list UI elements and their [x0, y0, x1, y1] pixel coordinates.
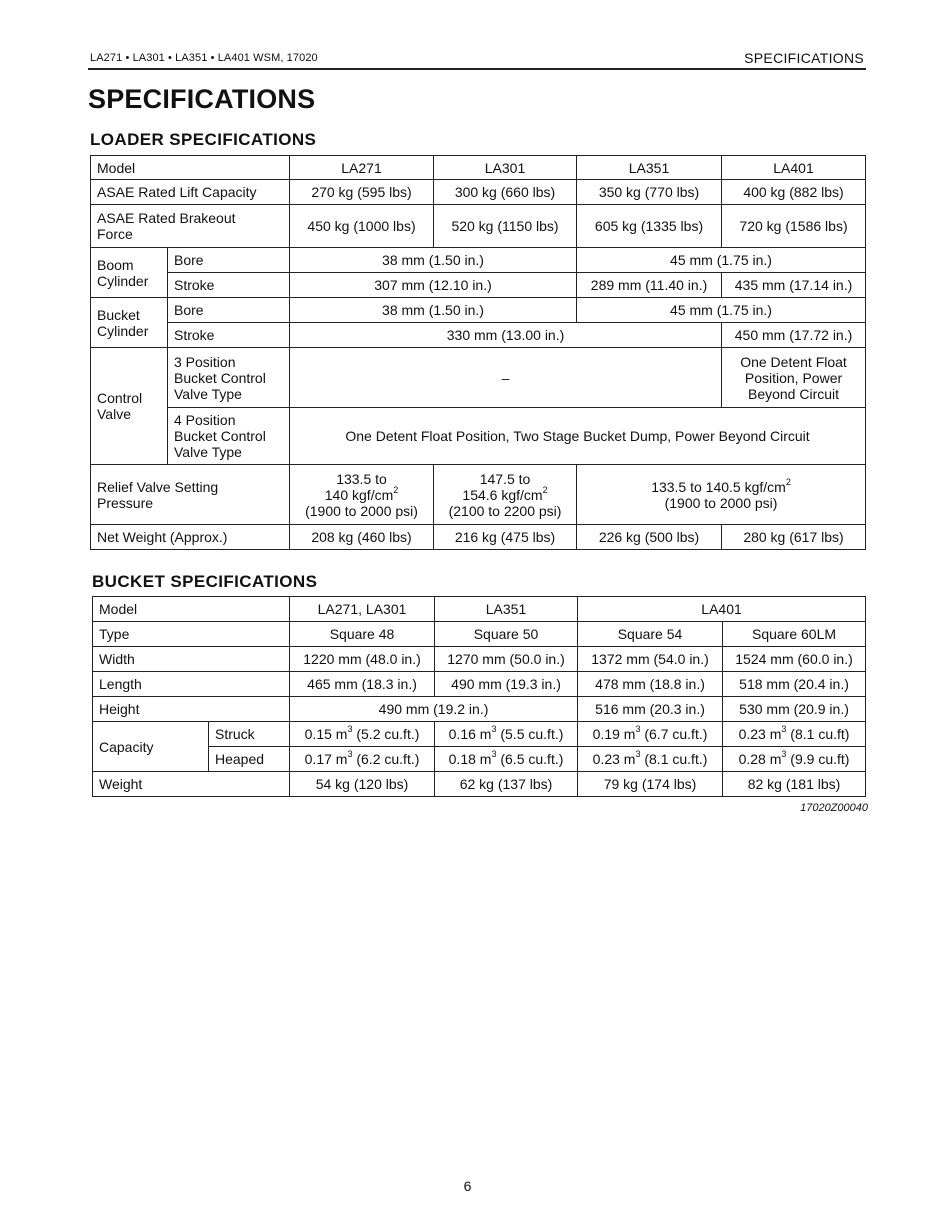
- boom-stroke-label: Stroke: [168, 273, 290, 298]
- net-weight-la271: 208 kg (460 lbs): [290, 525, 434, 550]
- struck-square-54: 0.19 $m^3$ (6.7 cu.ft.): [578, 722, 723, 747]
- model-label: Model: [91, 156, 290, 180]
- breakout-force-la301: 520 kg (1150 lbs): [434, 205, 577, 248]
- table-row: [91, 348, 866, 408]
- height-square-60lm: 530 mm (20.9 in.): [723, 697, 866, 722]
- struck-square-50: 0.16 $m^3$ (5.5 cu.ft.): [435, 722, 578, 747]
- width-square-50: 1270 mm (50.0 in.): [435, 647, 578, 672]
- boom-stroke-la271-la301: 307 mm (12.10 in.): [290, 273, 577, 298]
- heaped-square-48: 0.17 $m^3$ (6.2 cu.ft.): [290, 747, 435, 772]
- table-row: [91, 205, 866, 248]
- bucket-specifications-table: [92, 596, 866, 797]
- three-position-la271-la351: –: [290, 348, 722, 408]
- net-weight-label: Net Weight (Approx.): [91, 525, 290, 550]
- weight-square-50: 62 kg (137 lbs): [435, 772, 578, 797]
- relief-valve-la351-la401: 133.5 to 140.5 kgf/$cm^2$ (1900 to 2000 psi): [577, 465, 866, 525]
- struck-square-60lm: 0.23 $m^3$ (8.1 cu.ft): [723, 722, 866, 747]
- boom-stroke-la351: 289 mm (11.40 in.): [577, 273, 722, 298]
- boom-stroke-la401: 435 mm (17.14 in.): [722, 273, 866, 298]
- relief-valve-la271: 133.5 to 140 kgf/$cm^2$ (1900 to 2000 psi): [290, 465, 434, 525]
- table-row: [93, 597, 866, 622]
- table-row: [91, 180, 866, 205]
- table-row: [91, 156, 866, 180]
- relief-valve-la301: 147.5 to 154.6 kgf/$cm^2$ (2100 to 2200 psi): [434, 465, 577, 525]
- net-weight-la401: 280 kg (617 lbs): [722, 525, 866, 550]
- page-title: SPECIFICATIONS: [88, 84, 316, 114]
- table-row: [91, 248, 866, 273]
- boom-cylinder-label: Boom Cylinder: [91, 248, 168, 298]
- boom-bore-la271-la301: 38 mm (1.50 in.): [290, 248, 577, 273]
- header-document-id: LA271 • LA301 • LA351 • LA401 WSM, 17020: [90, 52, 318, 64]
- model-la271: LA271: [290, 156, 434, 180]
- weight-square-54: 79 kg (174 lbs): [578, 772, 723, 797]
- bucket-stroke-la401: 450 mm (17.72 in.): [722, 323, 866, 348]
- three-position-valve-label: 3 Position Bucket Control Valve Type: [168, 348, 290, 408]
- table-row: [93, 697, 866, 722]
- length-square-60lm: 518 mm (20.4 in.): [723, 672, 866, 697]
- type-square-48: Square 48: [290, 622, 435, 647]
- loader-specifications-table: [90, 155, 866, 550]
- bucket-stroke-label: Stroke: [168, 323, 290, 348]
- bucket-stroke-la271-la351: 330 mm (13.00 in.): [290, 323, 722, 348]
- bucket-bore-la351-la401: 45 mm (1.75 in.): [577, 298, 866, 323]
- bucket-section-title: BUCKET SPECIFICATIONS: [92, 572, 318, 591]
- three-position-la401: One Detent Float Position, Power Beyond Circuit: [722, 348, 866, 408]
- boom-bore-label: Bore: [168, 248, 290, 273]
- table-row: [91, 273, 866, 298]
- table-row: [93, 672, 866, 697]
- width-square-54: 1372 mm (54.0 in.): [578, 647, 723, 672]
- table-row: [91, 408, 866, 465]
- type-square-50: Square 50: [435, 622, 578, 647]
- table-row: [91, 298, 866, 323]
- lift-capacity-la401: 400 kg (882 lbs): [722, 180, 866, 205]
- figure-code: 17020Z00040: [800, 802, 868, 814]
- net-weight-la301: 216 kg (475 lbs): [434, 525, 577, 550]
- boom-bore-la351-la401: 45 mm (1.75 in.): [577, 248, 866, 273]
- relief-valve-label: Relief Valve Setting Pressure: [91, 465, 290, 525]
- weight-label: Weight: [93, 772, 290, 797]
- table-row: [91, 465, 866, 525]
- page-number: 6: [463, 1178, 472, 1194]
- table-row: [93, 747, 866, 772]
- breakout-force-label: ASAE Rated Brakeout Force: [91, 205, 290, 248]
- length-square-50: 490 mm (19.3 in.): [435, 672, 578, 697]
- type-square-54: Square 54: [578, 622, 723, 647]
- struck-square-48: 0.15 $m^3$ (5.2 cu.ft.): [290, 722, 435, 747]
- type-square-60lm: Square 60LM: [723, 622, 866, 647]
- width-square-48: 1220 mm (48.0 in.): [290, 647, 435, 672]
- header-section-name: SPECIFICATIONS: [744, 50, 864, 66]
- table-row: [93, 647, 866, 672]
- bucket-bore-la271-la301: 38 mm (1.50 in.): [290, 298, 577, 323]
- heaped-square-60lm: 0.28 $m^3$ (9.9 cu.ft): [723, 747, 866, 772]
- lift-capacity-la271: 270 kg (595 lbs): [290, 180, 434, 205]
- lift-capacity-la351: 350 kg (770 lbs): [577, 180, 722, 205]
- width-label: Width: [93, 647, 290, 672]
- heaped-square-54: 0.23 $m^3$ (8.1 cu.ft.): [578, 747, 723, 772]
- bucket-model-la401: LA401: [578, 597, 866, 622]
- net-weight-la351: 226 kg (500 lbs): [577, 525, 722, 550]
- width-square-60lm: 1524 mm (60.0 in.): [723, 647, 866, 672]
- weight-square-60lm: 82 kg (181 lbs): [723, 772, 866, 797]
- table-row: [91, 323, 866, 348]
- weight-square-48: 54 kg (120 lbs): [290, 772, 435, 797]
- table-row: [93, 772, 866, 797]
- bucket-model-label: Model: [93, 597, 290, 622]
- height-label: Height: [93, 697, 290, 722]
- bucket-cylinder-label: Bucket Cylinder: [91, 298, 168, 348]
- length-square-48: 465 mm (18.3 in.): [290, 672, 435, 697]
- model-la301: LA301: [434, 156, 577, 180]
- four-position-valve-label: 4 Position Bucket Control Valve Type: [168, 408, 290, 465]
- breakout-force-la351: 605 kg (1335 lbs): [577, 205, 722, 248]
- lift-capacity-la301: 300 kg (660 lbs): [434, 180, 577, 205]
- table-row: [93, 722, 866, 747]
- breakout-force-la271: 450 kg (1000 lbs): [290, 205, 434, 248]
- type-label: Type: [93, 622, 290, 647]
- bucket-bore-label: Bore: [168, 298, 290, 323]
- heaped-label: Heaped: [209, 747, 290, 772]
- bucket-model-la271-la301: LA271, LA301: [290, 597, 435, 622]
- capacity-label: Capacity: [93, 722, 209, 772]
- header-divider: [88, 68, 866, 70]
- height-la271-la351: 490 mm (19.2 in.): [290, 697, 578, 722]
- height-square-54: 516 mm (20.3 in.): [578, 697, 723, 722]
- bucket-model-la351: LA351: [435, 597, 578, 622]
- lift-capacity-label: ASAE Rated Lift Capacity: [91, 180, 290, 205]
- model-la401: LA401: [722, 156, 866, 180]
- length-label: Length: [93, 672, 290, 697]
- struck-label: Struck: [209, 722, 290, 747]
- four-position-all-models: One Detent Float Position, Two Stage Bucket Dump, Power Beyond Circuit: [290, 408, 866, 465]
- control-valve-label: Control Valve: [91, 348, 168, 465]
- heaped-square-50: 0.18 $m^3$ (6.5 cu.ft.): [435, 747, 578, 772]
- length-square-54: 478 mm (18.8 in.): [578, 672, 723, 697]
- breakout-force-la401: 720 kg (1586 lbs): [722, 205, 866, 248]
- table-row: [91, 525, 866, 550]
- table-row: [93, 622, 866, 647]
- model-la351: LA351: [577, 156, 722, 180]
- loader-section-title: LOADER SPECIFICATIONS: [90, 130, 317, 149]
